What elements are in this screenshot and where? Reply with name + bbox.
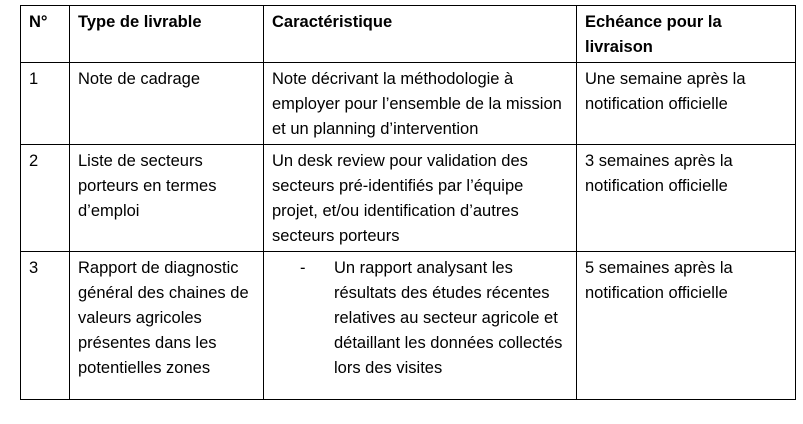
row-due: 3 semaines après la notification officielle: [577, 145, 796, 252]
row-num: 3: [21, 252, 70, 400]
header-due: Echéance pour la livraison: [577, 6, 796, 63]
header-type: Type de livrable: [70, 6, 264, 63]
row-num: 2: [21, 145, 70, 252]
row-characteristic: Un desk review pour validation des secteurs pré-identifiés par l’équipe projet, et/ou identification d’autres secteurs porteurs: [264, 145, 577, 252]
header-characteristic: Caractéristique: [264, 6, 577, 63]
row-characteristic: Note décrivant la méthodologie à employer pour l’ensemble de la mission et un planning d’intervention: [264, 63, 577, 145]
row-num: 1: [21, 63, 70, 145]
row-type: Rapport de diagnostic général des chaines de valeurs agricoles présentes dans les potentielles zones: [78, 259, 249, 377]
bullet-dash: -: [300, 259, 306, 277]
row-type-cell: [70, 252, 264, 400]
bullet-item: [272, 256, 568, 381]
row-characteristic-cell: [264, 252, 577, 400]
row-due: Une semaine après la notification officielle: [577, 63, 796, 145]
row-type: Note de cadrage: [70, 63, 264, 145]
table-row: [21, 63, 796, 145]
row-type: Liste de secteurs porteurs en termes d’emploi: [70, 145, 264, 252]
row-characteristic: Un rapport analysant les résultats des études récentes relatives au secteur agricole et détaillant les données collectés lors des visites: [334, 259, 563, 377]
header-num: N°: [21, 6, 70, 63]
deliverables-table: [20, 5, 796, 400]
table-row: [21, 252, 796, 400]
row-due: 5 semaines après la notification officielle: [577, 252, 796, 400]
table-row: [21, 145, 796, 252]
table-header-row: [21, 6, 796, 63]
